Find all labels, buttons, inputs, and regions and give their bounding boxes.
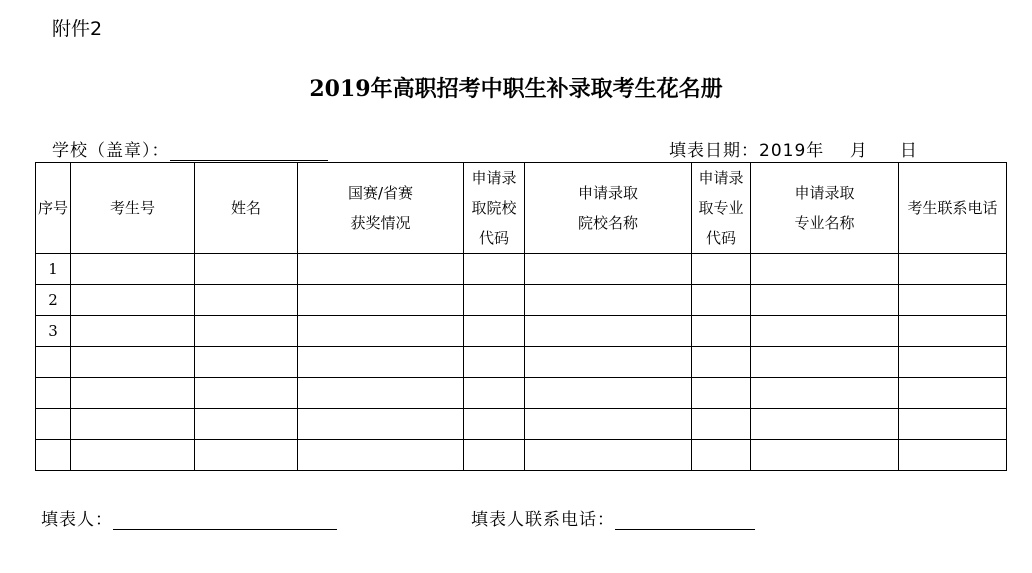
table-cell[interactable] [525,316,692,347]
table-cell[interactable] [692,347,751,378]
table-cell[interactable] [298,347,464,378]
table-cell[interactable] [71,347,195,378]
column-header [195,163,298,254]
column-header [36,163,71,254]
table-cell[interactable] [464,285,525,316]
table-cell[interactable] [899,440,1007,471]
table-cell[interactable] [525,440,692,471]
table-cell[interactable] [899,285,1007,316]
table-cell[interactable] [899,409,1007,440]
table-cell[interactable] [298,409,464,440]
school-field [52,136,328,161]
table-cell[interactable] [899,378,1007,409]
filler-phone-label: 填表人联系电话： [471,510,615,530]
table-header-row [36,163,1007,254]
table-cell[interactable] [692,378,751,409]
row-number-cell[interactable] [36,440,71,471]
table-cell[interactable] [751,409,899,440]
table-row [36,440,1007,471]
column-header [899,163,1007,254]
table-cell[interactable] [692,409,751,440]
school-label: 学校（盖章）： [52,141,170,161]
table-cell[interactable] [525,409,692,440]
table-row [36,347,1007,378]
row-number-cell[interactable] [36,409,71,440]
table-cell[interactable] [525,378,692,409]
school-input-line[interactable] [170,142,328,161]
column-header-line: 申请录 [698,169,744,187]
table-cell[interactable] [464,347,525,378]
column-header-line: 考生号 [109,199,155,217]
filler-phone-field [471,505,755,530]
column-header-line: 获奖情况 [350,214,411,232]
table-cell[interactable] [525,285,692,316]
table-row [36,316,1007,347]
column-header-line: 国赛/省赛 [347,184,414,202]
column-header [751,163,899,254]
column-header [298,163,464,254]
table-cell[interactable] [71,440,195,471]
table-cell[interactable] [298,440,464,471]
page-title: 2019年高职招考中职生补录取考生花名册 [309,76,723,102]
table-cell[interactable] [298,378,464,409]
column-header-line: 代码 [478,229,509,247]
table-cell[interactable] [899,347,1007,378]
table-cell[interactable] [692,285,751,316]
table-cell[interactable] [899,316,1007,347]
table-cell[interactable] [298,316,464,347]
column-header-line: 院校名称 [577,214,638,232]
table-cell[interactable] [751,440,899,471]
column-header-line: 考生联系电话 [907,199,998,217]
filler-input-line[interactable] [113,511,337,530]
row-number-cell[interactable] [36,378,71,409]
column-header [692,163,751,254]
roster-table [35,162,1007,471]
row-number-cell[interactable]: 2 [36,285,71,316]
table-cell[interactable] [464,254,525,285]
table-cell[interactable] [692,440,751,471]
column-header-line: 专业名称 [794,214,855,232]
table-row [36,285,1007,316]
table-cell[interactable] [464,378,525,409]
table-cell[interactable] [71,316,195,347]
table-row [36,254,1007,285]
table-cell[interactable] [298,285,464,316]
table-cell[interactable] [195,285,298,316]
column-header [525,163,692,254]
filler-field [41,505,337,530]
column-header-line: 取专业 [698,199,744,217]
fill-date: 填表日期：2019年 月 日 [669,141,918,161]
table-cell[interactable] [195,378,298,409]
column-header-line: 代码 [705,229,736,247]
table-cell[interactable] [692,254,751,285]
filler-phone-input-line[interactable] [615,511,755,530]
table-cell[interactable] [464,440,525,471]
table-row [36,378,1007,409]
table-cell[interactable] [195,347,298,378]
table-cell[interactable] [71,378,195,409]
table-cell[interactable] [751,378,899,409]
table-cell[interactable] [195,409,298,440]
table-cell[interactable] [751,254,899,285]
column-header-line: 申请录取 [794,184,855,202]
table-cell[interactable] [751,316,899,347]
table-cell[interactable] [525,347,692,378]
column-header [464,163,525,254]
table-cell[interactable] [751,285,899,316]
table-cell[interactable] [195,316,298,347]
column-header-line: 序号 [37,199,68,217]
table-cell[interactable] [692,316,751,347]
column-header-line: 申请录取 [577,184,638,202]
column-header-line: 姓名 [230,199,261,217]
column-header-line: 申请录 [471,169,517,187]
table-cell[interactable] [464,409,525,440]
table-body [36,254,1007,471]
table-cell[interactable] [195,254,298,285]
table-cell[interactable] [525,254,692,285]
table-cell[interactable] [71,285,195,316]
table-cell[interactable] [751,347,899,378]
table-cell[interactable] [71,254,195,285]
filler-label: 填表人： [41,510,113,530]
table-cell[interactable] [464,316,525,347]
table-cell[interactable] [71,409,195,440]
attachment-label: 附件2 [52,18,103,40]
table-cell[interactable] [899,254,1007,285]
row-number-cell[interactable]: 1 [36,254,71,285]
row-number-cell[interactable] [36,347,71,378]
column-header [71,163,195,254]
table-cell[interactable] [195,440,298,471]
column-header-line: 取院校 [471,199,517,217]
table-cell[interactable] [298,254,464,285]
row-number-cell[interactable]: 3 [36,316,71,347]
table-row [36,409,1007,440]
